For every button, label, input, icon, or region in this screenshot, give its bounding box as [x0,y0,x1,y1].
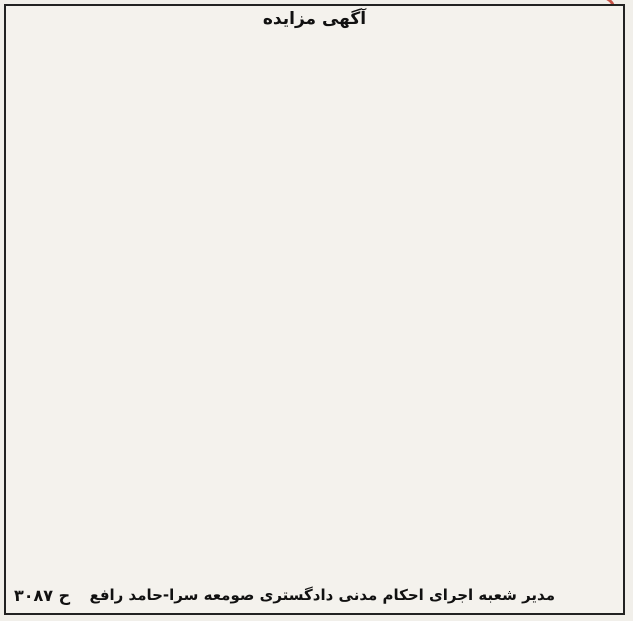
auction-notice [4,4,625,615]
notice-footer [14,582,615,608]
notice-title: آگهی مزایده [262,9,367,29]
notice-reference: ح ۳۰۸۷ [14,585,71,605]
notice-body [12,34,619,579]
notice-signature: مدیر شعبه اجرای احکام مدنی دادگستری صومعه سرا-حامد رافع [89,586,555,604]
